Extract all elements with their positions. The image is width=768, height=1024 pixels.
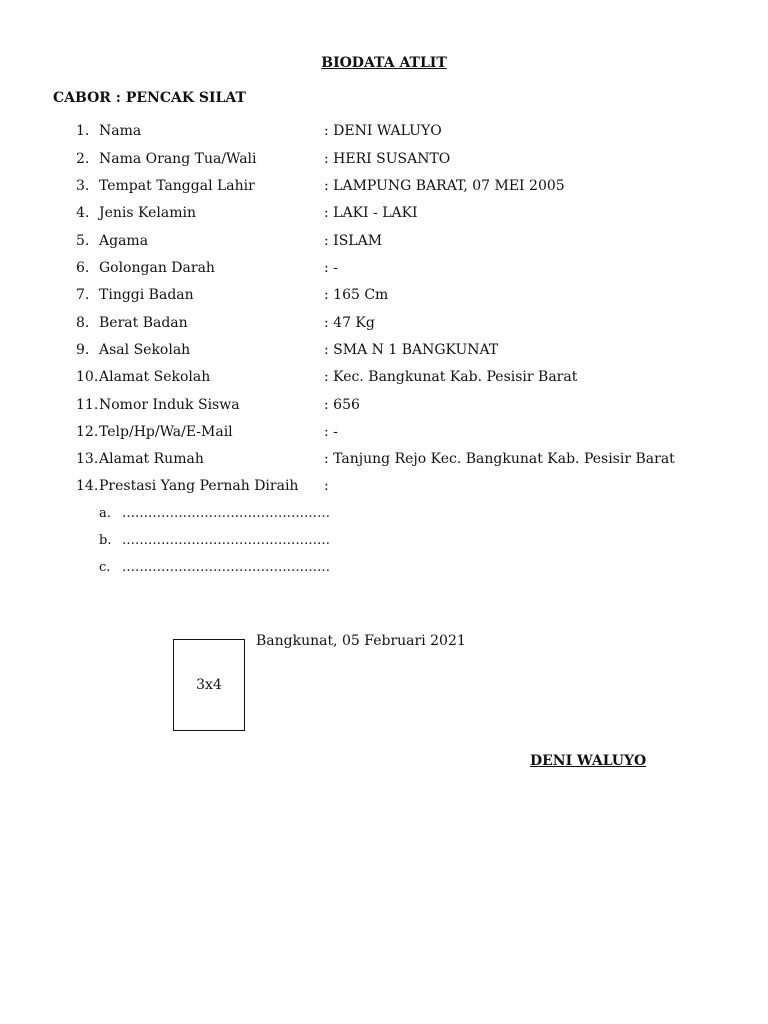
achievement-letter: a.	[99, 506, 111, 521]
field-number: 7.	[76, 287, 90, 303]
field-label: Telp/Hp/Wa/E-Mail	[99, 424, 233, 440]
field-value: : -	[324, 424, 338, 440]
field-value: : DENI WALUYO	[324, 123, 442, 139]
field-value: : 47 Kg	[324, 315, 375, 331]
field-label: Prestasi Yang Pernah Diraih	[99, 478, 299, 494]
field-value: : -	[324, 260, 338, 276]
field-number: 14.	[76, 478, 99, 494]
field-value: : 656	[324, 397, 360, 413]
achievement-blank: …………………………………………	[122, 560, 330, 575]
field-label: Nama	[99, 123, 142, 139]
field-value: :	[324, 478, 329, 494]
field-value: : 165 Cm	[324, 287, 389, 303]
field-number: 6.	[76, 260, 90, 276]
field-label: Alamat Sekolah	[99, 369, 211, 385]
achievement-letter: b.	[99, 533, 112, 548]
field-value: : Tanjung Rejo Kec. Bangkunat Kab. Pesisir Barat	[324, 451, 675, 467]
field-label: Berat Badan	[99, 315, 188, 331]
place-and-date: Bangkunat, 05 Februari 2021	[256, 633, 466, 649]
achievement-blank: …………………………………………	[122, 533, 330, 548]
field-label: Jenis Kelamin	[99, 205, 196, 221]
field-label: Asal Sekolah	[99, 342, 191, 358]
field-number: 9.	[76, 342, 90, 358]
field-number: 11.	[76, 397, 99, 413]
field-value: : SMA N 1 BANGKUNAT	[324, 342, 499, 358]
field-value: : LAKI - LAKI	[324, 205, 418, 221]
achievement-blank: …………………………………………	[122, 506, 330, 521]
field-number: 8.	[76, 315, 90, 331]
sport-category: CABOR : PENCAK SILAT	[53, 90, 246, 106]
field-value: : ISLAM	[324, 233, 383, 249]
field-label: Tinggi Badan	[99, 287, 194, 303]
field-number: 3.	[76, 178, 90, 194]
signature-name: DENI WALUYO	[530, 753, 647, 769]
photo-size-label: 3x4	[196, 677, 222, 693]
field-value: : HERI SUSANTO	[324, 151, 451, 167]
field-value: : LAMPUNG BARAT, 07 MEI 2005	[324, 178, 565, 194]
field-number: 5.	[76, 233, 90, 249]
document-title: BIODATA ATLIT	[321, 55, 447, 71]
field-number: 13.	[76, 451, 99, 467]
field-label: Agama	[99, 233, 149, 249]
achievement-letter: c.	[99, 560, 111, 575]
field-number: 12.	[76, 424, 99, 440]
field-number: 10.	[76, 369, 99, 385]
field-number: 2.	[76, 151, 90, 167]
field-label: Alamat Rumah	[99, 451, 204, 467]
field-label: Tempat Tanggal Lahir	[99, 178, 255, 194]
field-number: 4.	[76, 205, 90, 221]
photo-placeholder	[173, 639, 245, 731]
field-label: Nama Orang Tua/Wali	[99, 151, 257, 167]
field-label: Nomor Induk Siswa	[99, 397, 240, 413]
field-value: : Kec. Bangkunat Kab. Pesisir Barat	[324, 369, 578, 385]
field-number: 1.	[76, 123, 90, 139]
field-label: Golongan Darah	[99, 260, 215, 276]
